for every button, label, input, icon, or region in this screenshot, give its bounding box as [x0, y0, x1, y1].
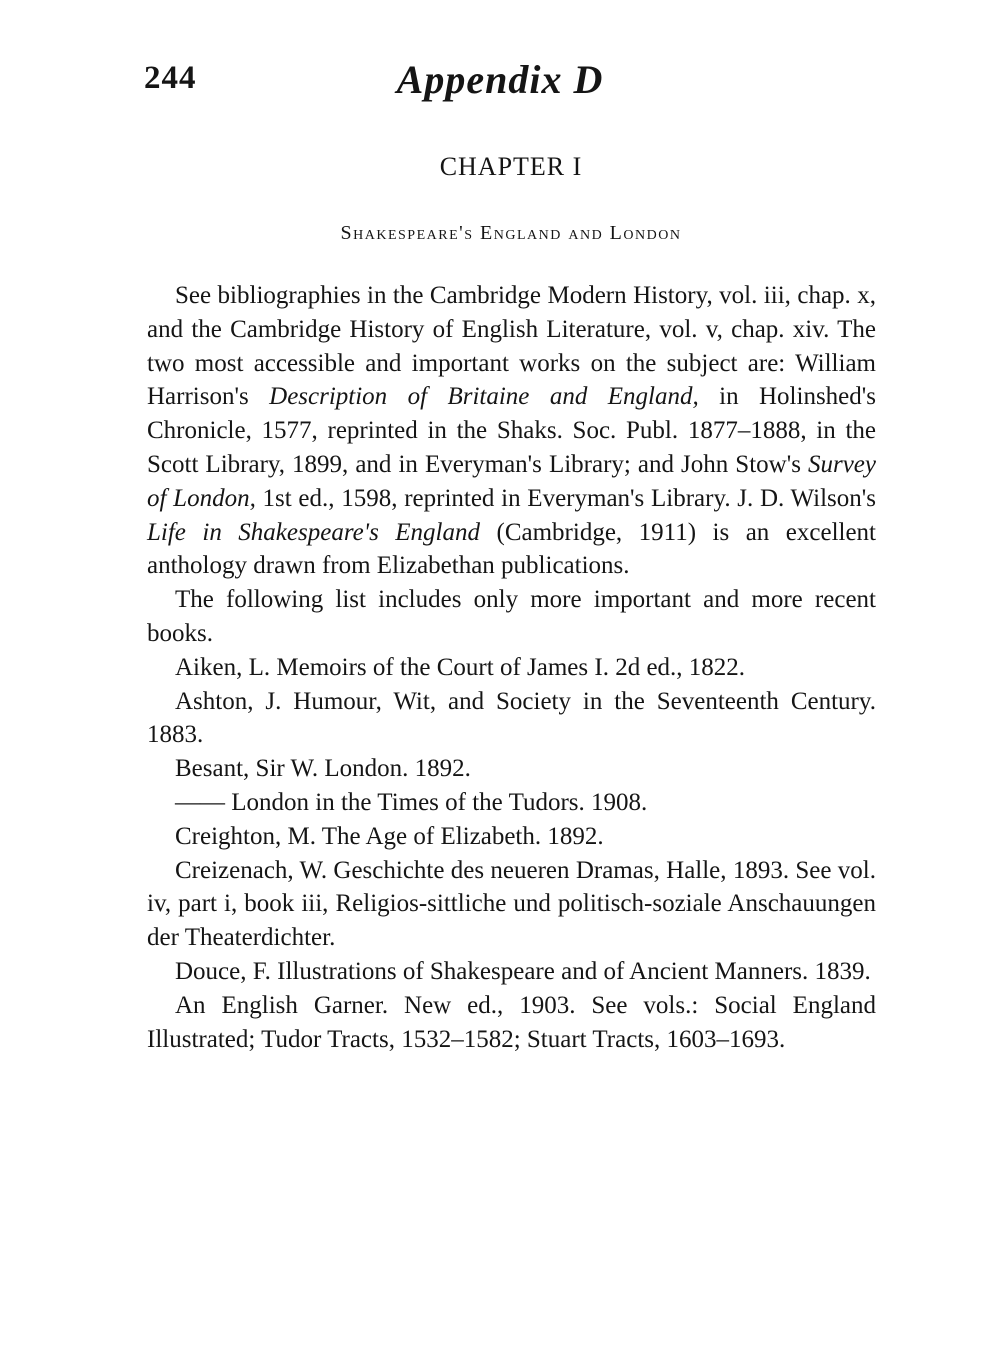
intro-paragraph — [147, 279, 876, 583]
bibliography-entry: Besant, Sir W. London. 1892. — [175, 755, 471, 783]
page-body — [147, 279, 876, 1056]
bibliography-entry: Aiken, L. Memoirs of the Court of James I. 2d ed., 1822. — [175, 653, 746, 681]
page-number: 244 — [144, 60, 197, 96]
running-head: Appendix D — [396, 57, 604, 102]
section-title: Shakespeare's England and London — [340, 222, 682, 244]
italic-title: Life in Shakespeare's England — [147, 518, 481, 546]
chapter-title: CHAPTER I — [439, 152, 583, 181]
bibliography-entry: Ashton, J. Humour, Wit, and Society in the Seventeenth Century. 1883. — [147, 687, 876, 749]
bibliography-entry: Douce, F. Illustrations of Shakespeare and of Ancient Manners. 1839. — [175, 957, 871, 985]
intro-text: (Cambridge, 1911) is an excellent anthology drawn from Elizabethan publications. — [147, 518, 876, 580]
bibliography-entry: Creighton, M. The Age of Elizabeth. 1892. — [175, 822, 604, 850]
intro-text: 1st ed., 1598, reprinted in Everyman's Library. J. D. Wilson's — [255, 484, 876, 512]
intro-text: in Holinshed's Chronicle, 1577, reprinted in the Shaks. Soc. Publ. 1877–1888, in the Scott Library, 1899, and in Everyman's Library; and John Stow's — [147, 383, 877, 478]
italic-title: Survey of London, — [147, 450, 876, 512]
bibliography-entry: An English Garner. New ed., 1903. See vols.: Social England Illustrated; Tudor Tracts, 1532–1582; Stuart Tracts, 1603–1693. — [147, 991, 876, 1053]
italic-title: Description of Britaine and England, — [269, 383, 699, 411]
intro-text: See bibliographies in the Cambridge Modern History, vol. iii, chap. x, and the Cambridge History of English Literature, vol. v, chap. xiv. The two most accessible and important works on the subject are: William Harrison's — [147, 282, 876, 411]
bibliography-entry: —— London in the Times of the Tudors. 1908. — [175, 788, 648, 816]
bibliography-entry: Creizenach, W. Geschichte des neueren Dramas, Halle, 1893. See vol. iv, part i, book iii, Religios-sittliche und politisch-soziale Anschauungen der Theaterdichter. — [147, 856, 876, 952]
list-intro-paragraph: The following list includes only more important and more recent books. — [147, 586, 876, 647]
